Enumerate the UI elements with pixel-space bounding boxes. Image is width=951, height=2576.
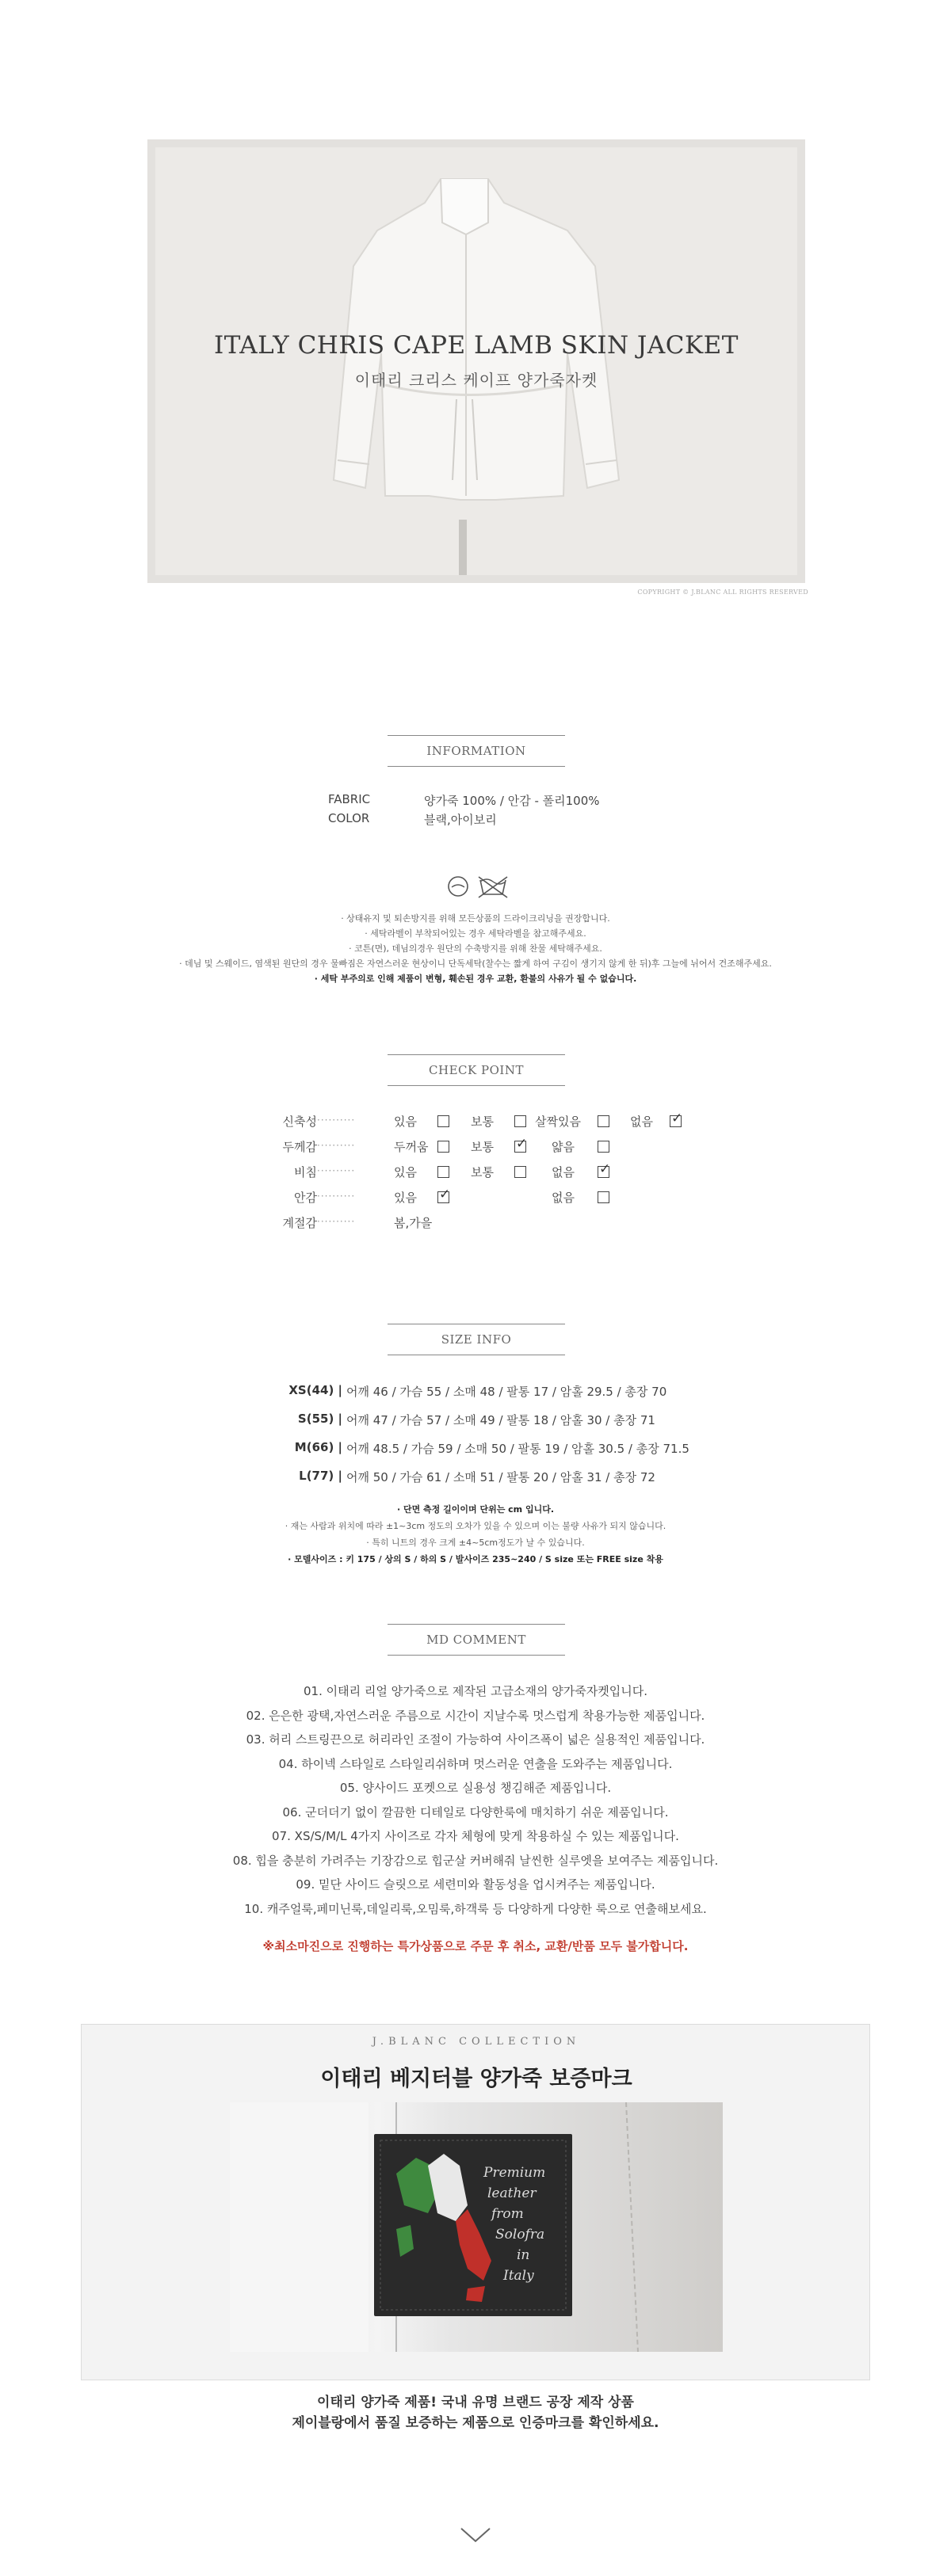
option-label: 보통 [471, 1115, 494, 1129]
size-label: XS(44) | [288, 1383, 342, 1397]
tag-text-premium: Premium [483, 2165, 546, 2181]
tag-text-solofra: Solofra [495, 2227, 545, 2243]
checkpoint-label: 신축성 [282, 1115, 317, 1129]
information-heading: INFORMATION [388, 735, 565, 767]
care-line: · 코튼(면), 데님의경우 원단의 수축방지를 위해 찬물 세탁해주세요. [349, 943, 602, 954]
md-comment-item: 04. 하이넥 스타일로 스타일리쉬하며 멋스러운 연출을 도와주는 제품입니다. [278, 1756, 673, 1771]
md-comment-heading: MD COMMENT [388, 1624, 565, 1656]
checkbox-checked [437, 1191, 449, 1203]
md-comment-item: 06. 군더더기 없이 깔끔한 디테일로 다양한룩에 매치하기 쉬운 제품입니다. [282, 1804, 669, 1820]
dot-leader: ·········· [317, 1115, 356, 1126]
season-value: 봄,가을 [394, 1216, 433, 1230]
size-row [0, 1440, 951, 1459]
care-line: · 상태유지 및 퇴손방지를 위해 모든상품의 드라이크리닝을 권장합니다. [341, 913, 610, 924]
size-measures: 어깨 50 / 가슴 61 / 소매 51 / 팔통 20 / 암홀 31 / 총장 72 [346, 1470, 655, 1484]
md-comment-item: 10. 캐주얼룩,페미닌룩,데일리룩,오밈룩,하객룩 등 다양하게 다양한 룩으로 연출해보세요. [244, 1901, 707, 1916]
checkbox-checked [670, 1115, 682, 1127]
tag-text-leather: leather [487, 2185, 537, 2201]
size-row [0, 1469, 951, 1488]
collection-label: J.BLANC COLLECTION [372, 2036, 581, 2048]
checkbox-checked [514, 1141, 526, 1153]
md-comment-item: 09. 밑단 사이드 슬릿으로 세련미와 활동성을 업시켜주는 제품입니다. [296, 1877, 655, 1892]
option-label: 보통 [471, 1165, 494, 1179]
checkpoint-row-thickness [0, 1138, 951, 1157]
checkpoint-label: 비침 [294, 1165, 317, 1179]
size-label: M(66) | [294, 1440, 342, 1454]
leather-tag-photo [230, 2102, 723, 2352]
collection-caption-line: 제이블랑에서 품질 보증하는 제품으로 인증마크를 확인하세요. [292, 2415, 659, 2431]
size-measures: 어깨 47 / 가슴 57 / 소매 49 / 팔통 18 / 암홀 30 / 총장 71 [346, 1413, 655, 1427]
color-label: COLOR [328, 811, 370, 825]
checkbox [598, 1115, 609, 1127]
size-info-heading: SIZE INFO [388, 1324, 565, 1355]
collection-caption-line: 이태리 양가죽 제품! 국내 유명 브랜드 공장 제작 상품 [317, 2395, 634, 2410]
size-measures: 어깨 48.5 / 가슴 59 / 소매 50 / 팔통 19 / 암홀 30.5 / 총장 71.5 [346, 1442, 689, 1456]
dot-leader: ·········· [317, 1165, 356, 1176]
checkpoint-row-lining [0, 1189, 951, 1208]
dot-leader: ·········· [317, 1191, 356, 1202]
size-row [0, 1412, 951, 1431]
collection-title: 이태리 베지터블 양가죽 보증마크 [320, 2067, 632, 2091]
checkbox [514, 1115, 526, 1127]
chevron-down-icon[interactable] [458, 2525, 493, 2544]
care-icons [447, 874, 510, 899]
checkbox [598, 1141, 609, 1153]
fabric-label: FABRIC [328, 792, 371, 806]
care-instructions [48, 911, 903, 986]
color-value: 블랙,아이보리 [424, 813, 497, 827]
checkpoint-row-sheerness [0, 1164, 951, 1183]
size-measures: 어깨 46 / 가슴 55 / 소매 48 / 팔통 17 / 암홀 29.5 / 총장 70 [346, 1385, 667, 1399]
checkpoint-label: 두께감 [282, 1140, 317, 1154]
collection-box [81, 2024, 870, 2380]
option-label: 있음 [394, 1191, 417, 1205]
size-label: S(55) | [297, 1412, 342, 1426]
md-comment-item: 01. 이태리 리얼 양가죽으로 제작된 고급소재의 양가죽자켓입니다. [304, 1684, 647, 1698]
tag-text-italy: Italy [503, 2268, 534, 2284]
option-label: 있음 [394, 1115, 417, 1129]
jacket-photo [155, 147, 797, 575]
size-note: · 단면 측정 길이이며 단위는 cm 입니다. [396, 1504, 555, 1515]
md-comment-item: 07. XS/S/M/L 4가지 사이즈로 각자 체형에 맞게 착용하실 수 있는 제품입니다. [272, 1829, 679, 1843]
size-note-model: · 모델사이즈 : 키 175 / 상의 S / 하의 S / 발사이즈 235~240 / S size 또는 FREE size 착용 [288, 1554, 663, 1564]
care-line: · 데님 및 스웨이드, 염색된 원단의 경우 물빠짐은 자연스러운 현상이니 단독세탁(찰수는 짧게 하여 구김이 생기지 않게 한 뒤)후 그늘에 뉘어서 건조해주세요. [179, 958, 772, 969]
product-title-en: ITALY CHRIS CAPE LAMB SKIN JACKET [214, 331, 739, 360]
tag-text-from: from [491, 2206, 524, 2222]
no-wash-icon [479, 877, 507, 897]
no-return-warning: ※최소마진으로 진행하는 특가상품으로 주문 후 취소, 교환/반품 모두 불가합니다. [262, 1939, 689, 1953]
option-label: 살짝있음 [535, 1115, 581, 1129]
tag-text-in: in [517, 2247, 530, 2263]
collection-caption [81, 2392, 870, 2433]
checkbox [437, 1115, 449, 1127]
checkpoint-label: 계절감 [282, 1216, 317, 1230]
size-notes [158, 1501, 792, 1568]
md-comment-item: 05. 양사이드 포켓으로 실용성 챙김해준 제품입니다. [339, 1781, 612, 1795]
option-label: 없음 [552, 1191, 575, 1205]
checkbox [598, 1191, 609, 1203]
option-label: 얇음 [552, 1140, 575, 1154]
md-comment-list [79, 1679, 872, 1921]
option-label: 보통 [471, 1140, 494, 1154]
checkpoint-row-season [0, 1214, 951, 1233]
checkpoint-label: 안감 [294, 1191, 317, 1205]
dot-leader: ·········· [317, 1216, 356, 1227]
checkbox [514, 1166, 526, 1178]
option-label: 없음 [630, 1115, 653, 1129]
product-title-ko: 이태리 크리스 케이프 양가죽자켓 [354, 371, 598, 390]
size-note: · 재는 사람과 위치에 따라 ±1~3cm 정도의 오차가 있을 수 있으며 이는 불량 사유가 되지 않습니다. [285, 1521, 666, 1531]
dry-clean-icon [449, 877, 468, 896]
md-comment-item: 02. 은은한 광택,자연스러운 주름으로 시간이 지날수록 멋스럽게 착용가능한 제품입니다. [246, 1708, 705, 1723]
md-comment-item: 03. 허리 스트링끈으로 허리라인 조절이 가능하여 사이즈폭이 넓은 실용적인 제품입니다. [246, 1732, 705, 1747]
size-note: · 특히 니트의 경우 크게 ±4~5cm정도가 날 수 있습니다. [366, 1538, 585, 1548]
size-label: L(77) | [299, 1469, 342, 1483]
checkpoint-row-stretch [0, 1113, 951, 1132]
care-line: · 세탁라벨이 부착되어있는 경우 세탁라벨을 참고해주세요. [365, 928, 586, 939]
checkbox [437, 1141, 449, 1153]
option-label: 없음 [552, 1165, 575, 1179]
checkbox-checked [598, 1166, 609, 1178]
option-label: 있음 [394, 1165, 417, 1179]
care-line-bold: · 세탁 부주의로 인해 제품이 변형, 훼손된 경우 교환, 환불의 사유가 될 수 없습니다. [314, 974, 637, 984]
copyright-text: COPYRIGHT © J.BLANC ALL RIGHTS RESERVED [637, 589, 808, 596]
hero-image [147, 139, 805, 583]
size-row [0, 1383, 951, 1402]
dot-leader: ·········· [317, 1140, 356, 1151]
option-label: 두꺼움 [394, 1140, 429, 1154]
checkbox [437, 1166, 449, 1178]
md-comment-item: 08. 힙을 충분히 가려주는 기장감으로 힙군살 커버해줘 날씬한 실루엣을 보여주는 제품입니다. [232, 1853, 719, 1868]
fabric-value: 양가죽 100% / 안감 - 폴리100% [424, 794, 600, 808]
checkpoint-heading: CHECK POINT [388, 1054, 565, 1086]
